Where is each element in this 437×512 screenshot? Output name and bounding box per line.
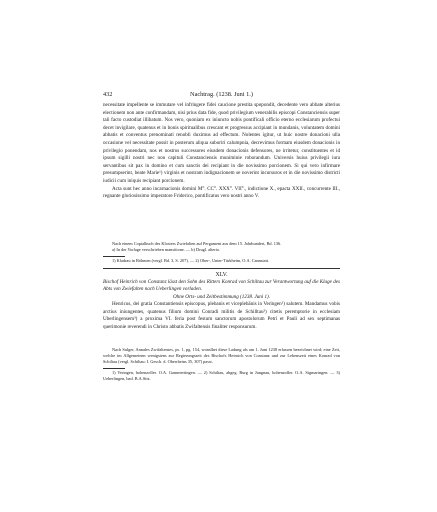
source-note: Nach Sulger, Annales Zwifaltenses, ps. 1, pg. 154, wonslhet diese Ladung als am 1. Juni 1238 erlassen bezeichnet wird; eine Zeit, welche im Allgemeinen wenigstens zur Regierungszeit des Bischofs Heinrich von Constanz und zur Lebenszeit eines Konrad von Schiltau (vergl. Schiltau: I. Gesch. d. Oberrheins 35, 307) passt. [103,347,340,365]
text-critical-notes: a) In der Vorlage verschrieben mansitione. — b) Drugl. alterio. [112,247,221,253]
document-footnotes [103,258,340,264]
document-xlv [103,271,340,331]
page-number: 432 [103,91,113,98]
source-note: Nach einem Copialbuch des Klosters Zwiefalten auf Pergament aus dem 15. Jahrhundert, Bd. 136. [112,241,282,246]
footnote-text: 1) Kladrau in Böhmen (vergl. Bd. 3, S. 207). — 2) Ober-, Unter-Türkheim, O.A. Cannstatt. [112,258,270,263]
charter-body-text: necessitate impellente se immutare vel infringere fidei caucione prestita spopondit, decedente vero abbate alterius electionem non ante confirmandam, nisi prius data fide, quod privilegium venerabilis episcopi Constanciensis super tali facto custodiat illibatum. Nos vero, quoniam ex iniuncto nobis pontificali officio eterno ecclesiarum profectui decet invigilare, quatenus et in bonis spiritualibus crescant et progressus accipiant in mundanis, voluntatem domini abbatis et conventus prenominati renobli duximus ad effectum. Nolentes igitur, ut huic nostre donacioni ulla occasione vel necessitate possit in posterum aliqua suboriri calumpnia, decrevimus formam eiusdem donacionis in privilegio ponendam, nos et nostros successores eiusdem donacionis defensores, ne irritetur, constituentes et id ipsum sigilli nostri nec non capituli Constanciensis muniminie roborandum. Universis huius privilegii iura servantibus sit pax in domino et cum sanctis dei recipiant in die novissimo porcionem. Si qui vero infirmare presumpserint, beate Marie¹) virginis et nostram indignacionem se noverint incursuros et in die novissimo districti iudicii cum iniquis recipiant porcionem. [103,102,340,184]
running-title: Nachtrag. (1238. Juni 1.) [190,91,253,98]
charter-dating-clause: Acta sunt hec anno incarnacionis domini M°. CC°. XXX°. VII°., indictione X., epacta XXII., concurrente III., regnante gloriosissimo imperatore Friderico, pontificatus vero nostri anno V. [103,185,340,200]
document-continuation [103,102,340,201]
letter-body-text: Henricus, dei gratia Constantiensis episcopus, plebanis et viceplebānis in Veringen¹) salutem. Mandamus vobis arctius iniungentes, quatenus filium domini Conradi militis de Schilltau²) citetis peremptorie in ecclesiam Uberlingensem³) a proxima VI. feria post festum sanctorum apostolorum Petri et Pauli ad sex septimanas querimonie reverendi in Christo abbatis Zwifaltensis finaliter responsurum. [103,301,340,330]
footnote-text: 1) Veringen, hohenzoller. O.A. Gammertingen. — 2) Schiltau, abgeg. Burg in Jungnau, hohenzoller. O.A. Sigmaringen. — 3) Ueberlingen, bad. B.A.Sitz. [103,370,340,382]
document-apparatus [103,241,340,253]
footnote-rule [103,256,125,257]
document-regest: Bischof Heinrich von Constanz lässt den Sohn des Ritters Konrad von Schiltau zur Verantwortung auf die Klage des Abts von Zwiefalten nach Ueberlingen vorladen. [103,279,340,292]
footnote-rule [103,368,125,369]
document-xlv-footnotes [103,370,340,382]
section-divider [103,268,340,269]
document-number: XLV. [215,272,228,278]
place-date-line: Ohne Orts- und Zeitbestimmung (1238. Juni 1). [172,294,271,300]
document-xlv-apparatus [103,347,340,366]
